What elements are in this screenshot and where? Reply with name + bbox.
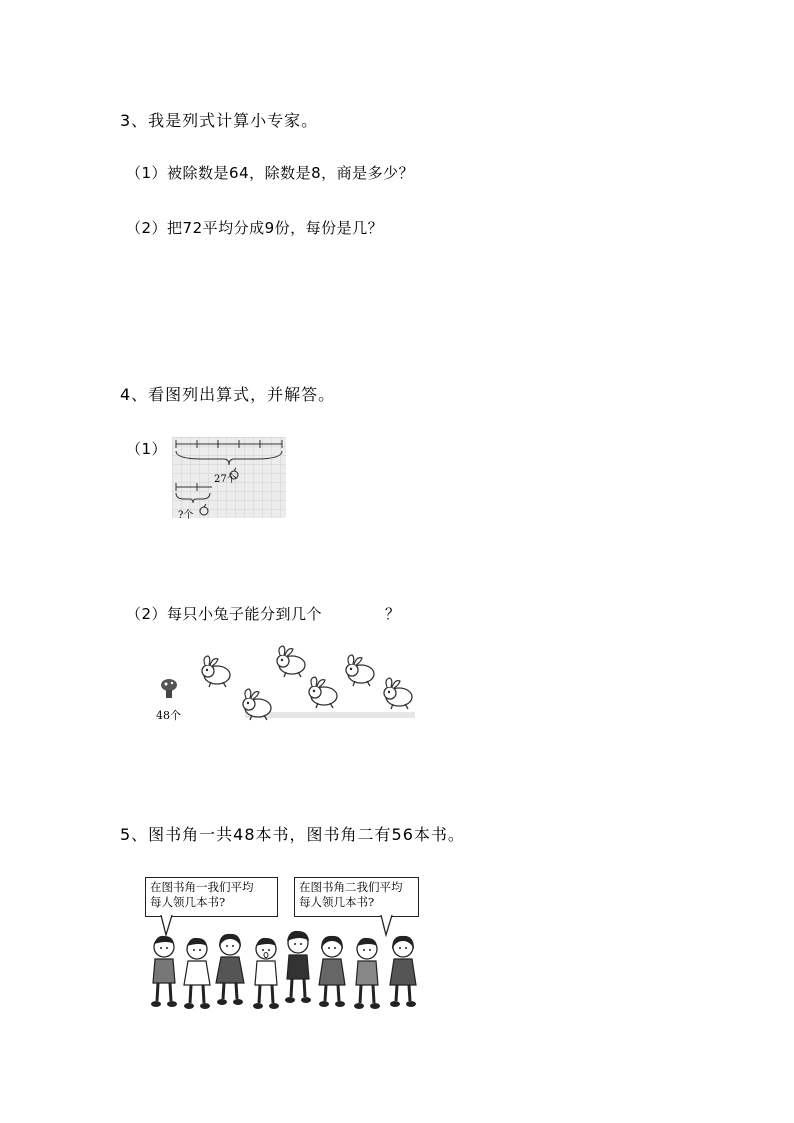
q3-item-2: （2）把72平均分成9份，每份是几？ (126, 219, 384, 237)
q3-item-1: （1）被除数是64，除数是8，商是多少？ (126, 164, 415, 182)
q4-item-2-end: ？ (385, 605, 401, 623)
rabbit-icon (240, 688, 278, 726)
q4-heading: 4、看图列出算式，并解答。 (120, 385, 336, 404)
q3-heading: 3、我是列式计算小专家。 (120, 111, 319, 130)
bubble-1-line-2: 每人领几本书? (150, 895, 226, 909)
rabbit-icon (306, 676, 344, 714)
child-icon (147, 933, 181, 1013)
q5-heading: 5、图书角一共48本书，图书角二有56本书。 (120, 825, 465, 844)
child-icon (213, 931, 247, 1011)
bubble-1-line-1: 在图书角一我们平均 (150, 880, 254, 894)
q4-item-2: （2）每只小兔子能分到几个 (126, 605, 323, 623)
child-icon (180, 935, 214, 1015)
rabbit-icon (343, 654, 381, 692)
q4-item-1-label: （1） (126, 440, 168, 458)
rabbit-icon (199, 655, 237, 693)
mushroom-icon (161, 679, 177, 698)
speech-bubble-2 (294, 877, 419, 917)
bracket-diagram (172, 437, 286, 521)
child-icon (281, 929, 315, 1009)
bubble-2-line-1: 在图书角二我们平均 (299, 880, 403, 894)
child-icon (315, 933, 349, 1013)
child-icon (386, 933, 420, 1013)
rabbit-icon (381, 677, 419, 715)
total-label: 27个 (214, 474, 237, 485)
bubble-2-line-2: 每人领几本书? (299, 895, 375, 909)
part-label: ?个 (178, 510, 194, 521)
mushroom-count-label: 48个 (156, 709, 181, 722)
child-icon (249, 935, 283, 1015)
child-icon (350, 935, 384, 1015)
speech-bubble-1 (145, 877, 278, 917)
